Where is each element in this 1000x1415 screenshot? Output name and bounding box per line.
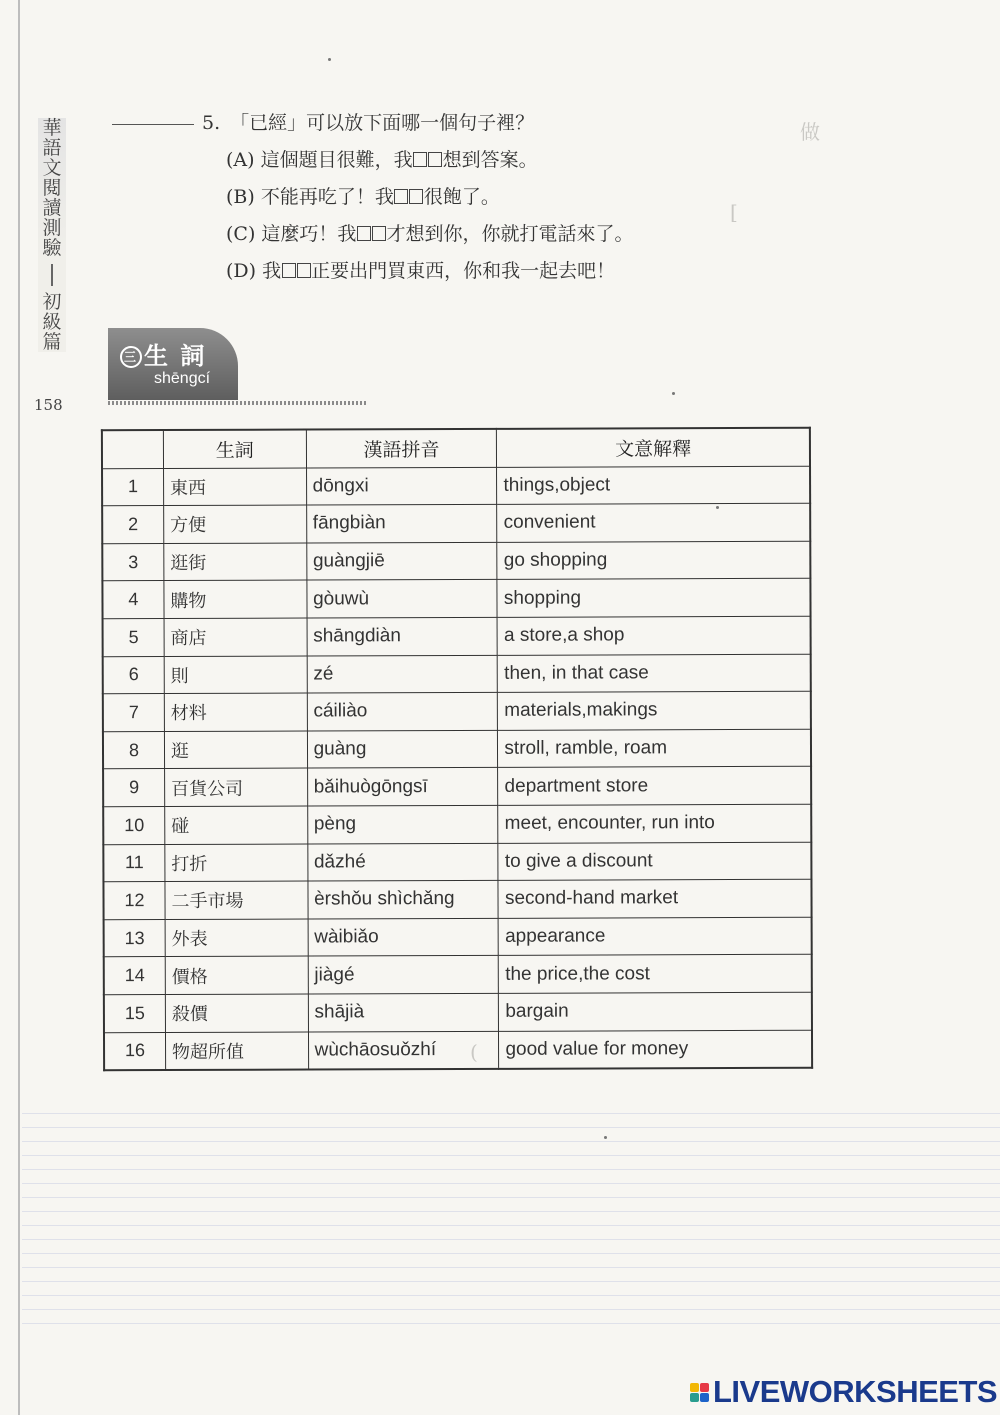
logo-text: LIVEWORKSHEETS (713, 1374, 998, 1409)
table-row (104, 917, 812, 957)
table-row (103, 691, 811, 731)
vocab-meaning: shopping (497, 579, 810, 618)
option-d (226, 256, 633, 283)
vocab-pinyin: jiàgé (308, 956, 499, 994)
table-row (103, 654, 811, 694)
vocab-meaning: stroll, ramble, roam (498, 729, 811, 768)
row-number: 10 (103, 806, 165, 844)
option-text-before: 不能再吃了！我 (260, 186, 394, 208)
vocab-meaning: to give a discount (498, 842, 811, 881)
sidebar-char: 語 (42, 137, 62, 159)
table-row (103, 729, 811, 769)
row-number: 13 (104, 919, 166, 957)
speck (604, 1136, 607, 1139)
vocab-pinyin: èrshǒu shìchǎng (308, 880, 499, 918)
vocab-meaning: materials,makings (498, 691, 811, 730)
sidebar-char: 文 (42, 157, 62, 179)
question-stem: 「已經」可以放下面哪一個句子裡？ (230, 112, 535, 134)
vocab-meaning: bargain (499, 992, 812, 1031)
empty-box (357, 226, 371, 241)
vocab-word: 購物 (164, 580, 307, 618)
vocab-word: 價格 (165, 956, 308, 994)
table-row (103, 767, 811, 807)
table-header-row (102, 428, 810, 469)
page-number: 158 (34, 396, 63, 414)
row-number: 6 (103, 656, 165, 694)
vocab-meaning: appearance (498, 917, 811, 956)
vocab-word: 方便 (164, 505, 307, 543)
speck (716, 506, 719, 509)
vocab-word: 材料 (164, 693, 307, 731)
option-text-before: 這個題目很難，我 (260, 149, 413, 171)
section-title-text: 生 詞 (144, 342, 207, 370)
vocab-meaning: department store (498, 767, 811, 806)
vocab-meaning: go shopping (497, 541, 810, 580)
sidebar-char: 測 (42, 217, 62, 239)
empty-box (409, 189, 423, 204)
vocab-word: 殺價 (165, 994, 308, 1032)
vocab-pinyin: pèng (307, 805, 498, 843)
option-label: (B) (226, 186, 255, 208)
question-5 (112, 108, 633, 283)
option-text-after: 很飽了。 (423, 186, 500, 208)
option-text-before: 這麼巧！我 (261, 223, 357, 245)
header-word: 生詞 (163, 430, 306, 469)
row-number: 1 (102, 468, 164, 506)
vocab-pinyin: guàngjiē (306, 542, 497, 580)
vocab-pinyin: guàng (307, 730, 498, 768)
empty-box (394, 189, 408, 204)
vocab-pinyin: bǎihuògōngsī (307, 768, 498, 806)
section-rule (108, 401, 368, 405)
vocab-meaning: second-hand market (498, 879, 811, 918)
vocab-word: 打折 (165, 844, 308, 882)
section-title (120, 336, 206, 371)
table-row (103, 842, 811, 882)
sidebar-char: 閱 (42, 177, 62, 199)
vocab-word: 逛 (164, 731, 307, 769)
vocab-meaning: then, in that case (498, 654, 811, 693)
row-number: 2 (102, 506, 164, 544)
sidebar-dash (51, 264, 53, 286)
row-number: 11 (103, 844, 165, 882)
table-row (102, 579, 810, 619)
empty-box (372, 226, 386, 241)
vocab-word: 碰 (165, 806, 308, 844)
vocab-pinyin: fāngbiàn (306, 505, 497, 543)
table-row (102, 503, 810, 543)
empty-box (413, 152, 427, 167)
vocab-word: 則 (164, 656, 307, 694)
row-number: 4 (102, 581, 164, 619)
option-text-after: 正要出門買東西，你和我一起去吧！ (311, 260, 616, 282)
bleed-through-text: ( (470, 1040, 478, 1064)
table-row (104, 955, 812, 995)
ruled-lines (22, 1100, 1000, 1335)
sidebar-char: 驗 (42, 237, 62, 259)
row-number: 14 (104, 957, 166, 995)
vocab-meaning: the price,the cost (499, 955, 812, 994)
vocab-word: 物超所值 (165, 1032, 308, 1071)
option-label: (A) (226, 149, 255, 171)
vocab-pinyin: dōngxi (306, 467, 497, 505)
table-row (102, 466, 810, 506)
empty-box (282, 263, 296, 278)
option-text-after: 才想到你，你就打電話來了。 (386, 223, 634, 245)
vocab-pinyin: gòuwù (306, 580, 497, 618)
page-edge (18, 0, 20, 1415)
vocab-word: 商店 (164, 618, 307, 656)
sidebar-level-char: 篇 (42, 331, 62, 353)
speck (672, 392, 675, 395)
vocab-meaning: things,object (497, 466, 810, 505)
vocab-meaning: good value for money (499, 1030, 812, 1069)
vocab-meaning: a store,a shop (497, 616, 810, 655)
vocab-word: 東西 (163, 468, 306, 506)
table-row (103, 616, 811, 656)
vocab-word: 百貨公司 (164, 768, 307, 806)
row-number: 3 (102, 543, 164, 581)
sidebar-char: 讀 (42, 197, 62, 219)
option-a (226, 145, 633, 172)
row-number: 9 (103, 769, 165, 807)
answer-blank[interactable] (112, 124, 194, 125)
vocab-meaning: meet, encounter, run into (498, 804, 811, 843)
section-number: 三 (120, 346, 142, 368)
vocab-word: 逛街 (164, 543, 307, 581)
vocab-pinyin: wùchāosuǒzhí (308, 1031, 499, 1070)
row-number: 5 (103, 618, 165, 656)
section-pinyin: shēngcí (154, 370, 211, 387)
option-c (226, 219, 633, 246)
liveworksheets-logo (690, 1374, 997, 1410)
vocab-pinyin: zé (307, 655, 498, 693)
table-row (103, 804, 811, 844)
option-label: (C) (226, 223, 256, 245)
row-number: 12 (103, 882, 165, 920)
empty-box (297, 263, 311, 278)
option-text-after: 想到答案。 (442, 149, 538, 171)
table-row (104, 1030, 812, 1071)
vocab-pinyin: cáiliào (307, 693, 498, 731)
row-number: 16 (104, 1032, 166, 1070)
speck (328, 58, 331, 61)
option-b (226, 182, 633, 209)
empty-box (428, 152, 442, 167)
vocabulary-table (101, 427, 813, 1072)
bleed-through-text: 做 (800, 120, 820, 144)
table-row (104, 992, 812, 1032)
vocab-pinyin: wàibiǎo (308, 918, 499, 956)
section-tab-vocabulary (108, 328, 238, 400)
row-number: 7 (103, 694, 165, 732)
bleed-through-text: [ (730, 200, 738, 224)
option-label: (D) (226, 260, 257, 282)
table-row (103, 879, 811, 919)
vocab-word: 二手市場 (165, 881, 308, 919)
header-number (102, 430, 164, 468)
sidebar-level-char: 初 (42, 291, 62, 313)
sidebar-level-char: 級 (42, 311, 62, 333)
vocab-pinyin: shājià (308, 993, 499, 1031)
header-pinyin: 漢語拼音 (306, 429, 497, 468)
vocab-pinyin: shāngdiàn (307, 617, 498, 655)
book-title-sidebar (38, 118, 66, 352)
sidebar-char: 華 (42, 117, 62, 139)
row-number: 15 (104, 994, 166, 1032)
header-meaning: 文意解釋 (497, 428, 810, 467)
question-number: 5. (202, 112, 221, 134)
vocab-pinyin: dǎzhé (307, 843, 498, 881)
table-row (102, 541, 810, 581)
logo-mark-icon (690, 1383, 709, 1402)
option-text-before: 我 (262, 260, 282, 282)
vocab-word: 外表 (165, 919, 308, 957)
vocab-meaning: convenient (497, 503, 810, 542)
row-number: 8 (103, 731, 165, 769)
